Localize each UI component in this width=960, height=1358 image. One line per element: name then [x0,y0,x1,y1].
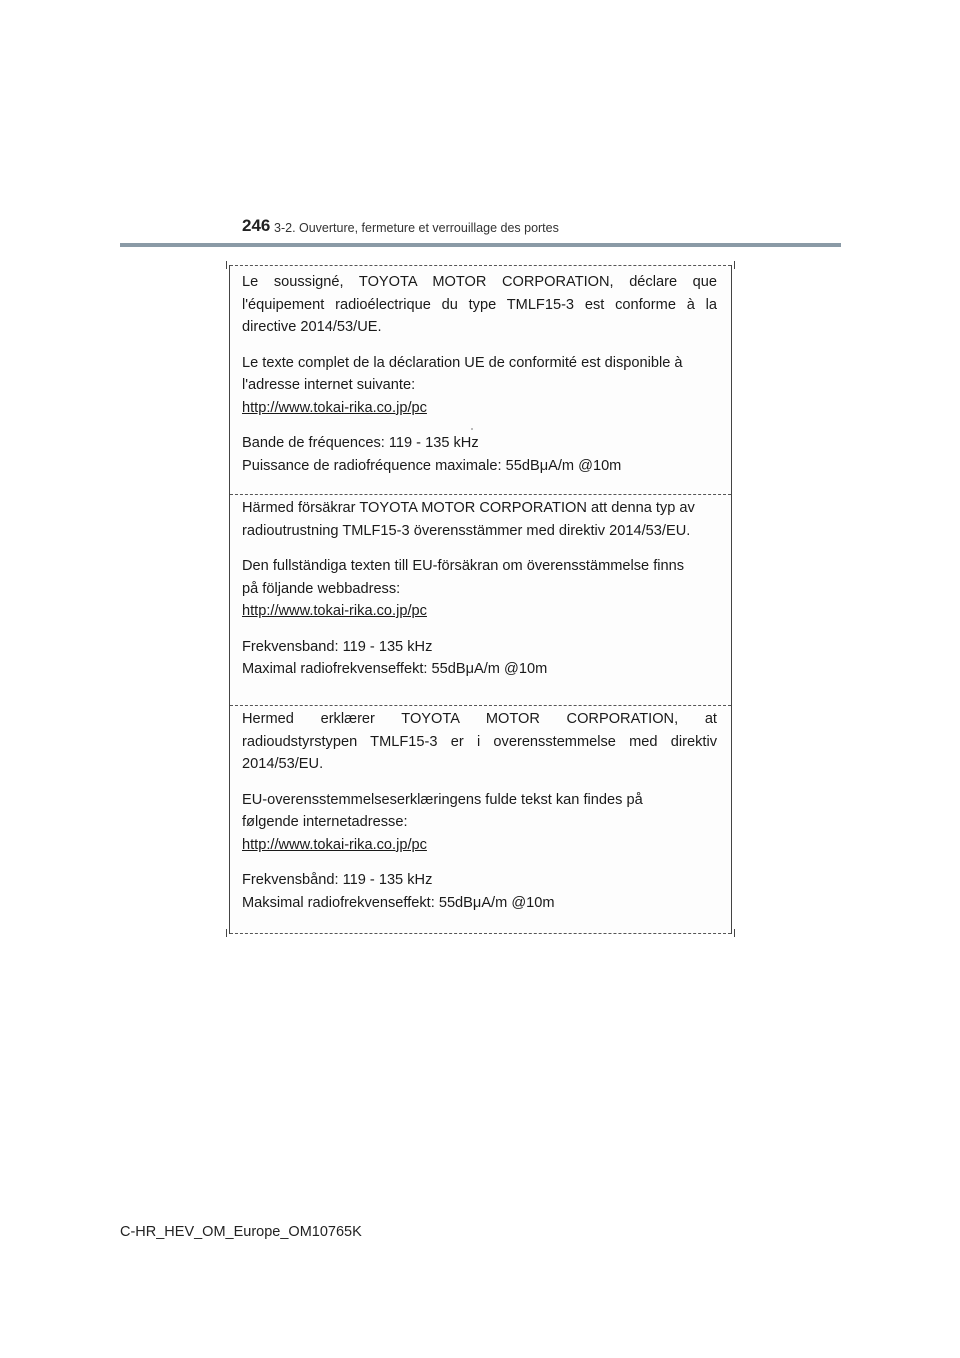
page-number: 246 [242,216,271,235]
da-line: følgende internetadresse: [242,814,408,830]
fr-line: Le texte complet de la déclaration UE de conformité est disponible à [242,354,683,371]
sv-line: radioutrustning TMLF15-3 överensstämmer med direktiv 2014/53/EU. [242,522,691,539]
fr-line: Puissance de radiofréquence maximale: 55dBμA/m @10m [242,457,622,474]
scan-speck [471,428,473,430]
fr-line: l'adresse internet suivante: [242,377,416,393]
section-divider [230,705,731,706]
fr-line: directive 2014/53/UE. [242,319,382,335]
fr-url-link[interactable]: http://www.tokai-rika.co.jp/pc [242,399,427,416]
bottom-dashed-rule [230,933,731,934]
declaration-da [242,708,717,914]
da-line: Frekvensbånd: 119 - 135 kHz [242,872,433,888]
sv-line: på följande webbadress: [242,580,401,597]
section-title: 3-2. Ouverture, fermeture et verrouillage des portes [274,221,559,235]
da-line: EU-overensstemmelseserklæringens fulde tekst kan findes på [242,791,643,808]
da-line: Hermed erklærer TOYOTA MOTOR CORPORATION, at [242,711,717,727]
da-line: radioudstyrstypen TMLF15-3 er i overensstemmelse med direktiv [242,733,717,750]
sv-line: Härmed försäkrar TOYOTA MOTOR CORPORATION att denna typ av [242,500,695,516]
corner-tick [226,929,227,937]
declaration-scan [229,265,732,934]
fr-line: Le soussigné, TOYOTA MOTOR CORPORATION, déclare que [242,274,717,290]
fr-line: Bande de fréquences: 119 - 135 kHz [242,435,479,451]
corner-tick [734,261,735,269]
sv-line: Den fullständiga texten till EU-försäkran om överensstämmelse finns [242,558,685,574]
declaration-sv [242,497,717,681]
header-rule [120,243,841,247]
corner-tick [226,261,227,269]
sv-url-link[interactable]: http://www.tokai-rika.co.jp/pc [242,603,427,619]
sv-line: Maximal radiofrekvenseffekt: 55dBμA/m @10m [242,661,548,677]
corner-tick [734,929,735,937]
document-code: C-HR_HEV_OM_Europe_OM10765K [120,1224,362,1240]
top-dashed-rule [230,265,731,266]
fr-line: l'équipement radioélectrique du type TMLF15-3 est conforme à la [242,296,717,313]
declaration-fr [242,271,717,477]
da-url-link[interactable]: http://www.tokai-rika.co.jp/pc [242,836,427,853]
section-divider [230,494,731,495]
sv-line: Frekvensband: 119 - 135 kHz [242,638,433,655]
da-line: Maksimal radiofrekvenseffekt: 55dBμA/m @10m [242,894,555,911]
da-line: 2014/53/EU. [242,756,324,772]
